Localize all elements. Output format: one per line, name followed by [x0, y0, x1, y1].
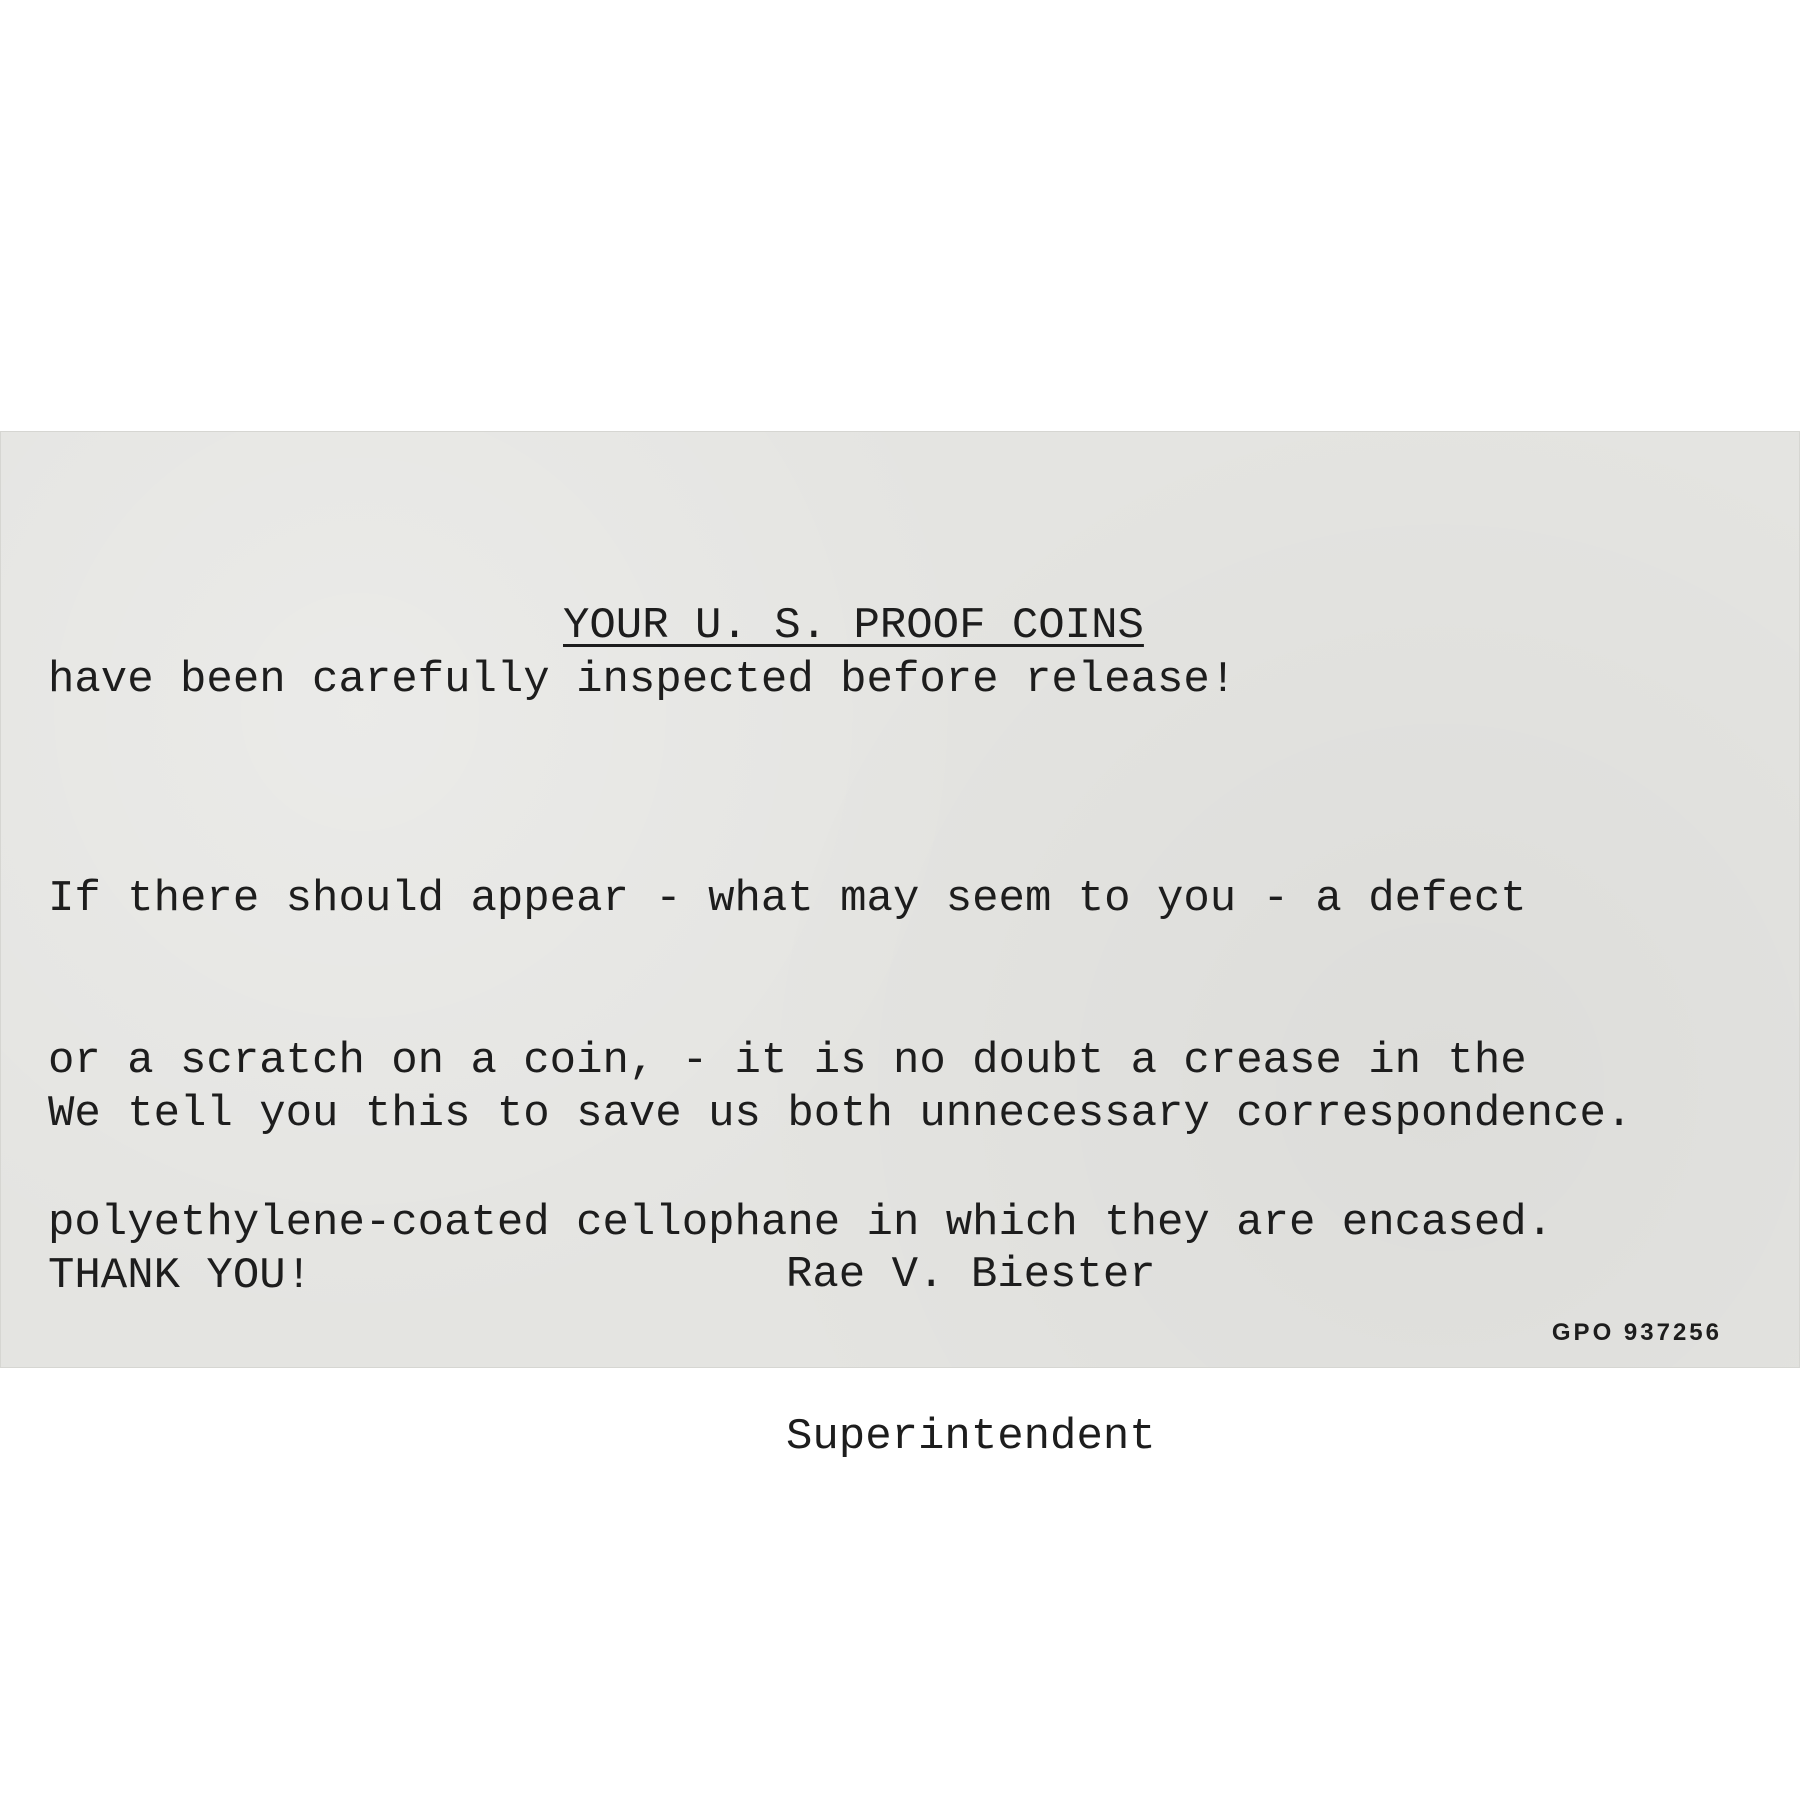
notice-title: YOUR U. S. PROOF COINS	[563, 601, 1144, 651]
paragraph-line: or a scratch on a coin, - it is no doubt a crease in the	[48, 1036, 1527, 1086]
signature-position: Superintendent	[786, 1412, 1156, 1462]
print-code: GPO 937256	[1551, 1319, 1722, 1346]
signature-block	[786, 1140, 1156, 1572]
paragraph-line: If there should appear - what may seem to you - a defect	[48, 874, 1527, 924]
thank-you-line: THANK YOU!	[48, 1251, 313, 1301]
paragraph-line: polyethylene-coated cellophane in which they are encased.	[48, 1198, 1554, 1248]
paragraph-line: We tell you this to save us both unnecessary correspondence.	[48, 1089, 1633, 1139]
notice-card	[0, 431, 1800, 1462]
signature-name: Rae V. Biester	[786, 1250, 1156, 1300]
intro-line: have been carefully inspected before release!	[48, 655, 1237, 705]
